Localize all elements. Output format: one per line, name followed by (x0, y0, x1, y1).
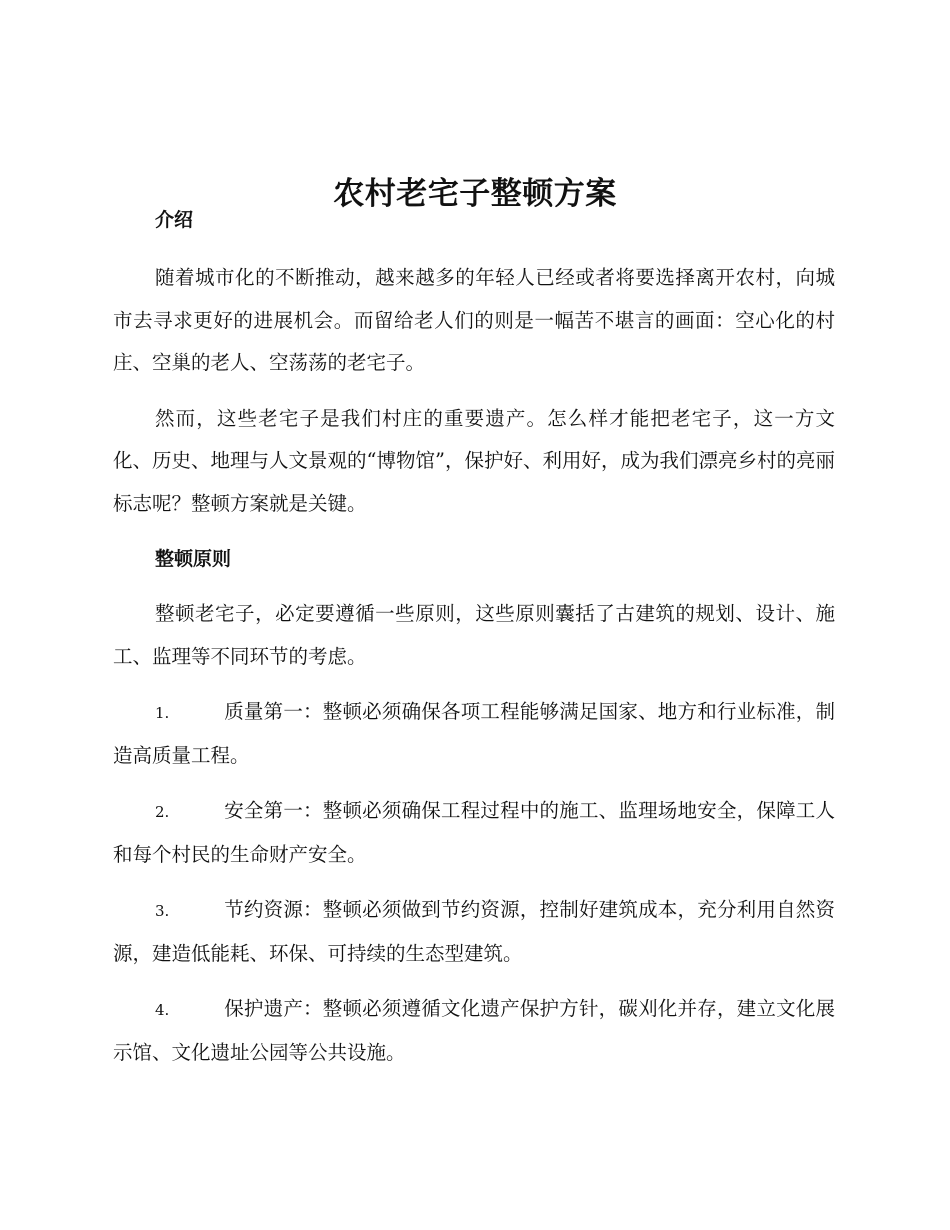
list-item-text: 质量第一：整顿必须确保各项工程能够满足国家、地方和行业标准，制造高质量工程。 (113, 700, 835, 767)
document-body (113, 199, 835, 1074)
intro-paragraph-1: 随着城市化的不断推动，越来越多的年轻人已经或者将要选择离开农村，向城市去寻求更好的进展机会。而留给老人们的则是一幅苦不堪言的画面：空心化的村庄、空巢的老人、空荡荡的老宅子。 (113, 266, 835, 374)
list-number: 1. (155, 704, 170, 722)
list-item (113, 790, 835, 876)
intro-paragraph-2: 然而，这些老宅子是我们村庄的重要遗产。怎么样才能把老宅子，这一方文化、历史、地理与人文景观的“博物馆”，保护好、利用好，成为我们漂亮乡村的亮丽标志呢？整顿方案就是关键。 (113, 406, 835, 515)
principles-paragraph: 整顿老宅子，必定要遵循一些原则，这些原则囊括了古建筑的规划、设计、施工、监理等不同环节的考虑。 (113, 602, 835, 668)
list-number: 2. (155, 803, 170, 821)
list-item (113, 889, 835, 975)
document-title: 农村老宅子整顿方案 (333, 175, 617, 212)
section-heading-principles: 整顿原则 (155, 548, 232, 570)
list-item-text: 节约资源：整顿必须做到节约资源，控制好建筑成本，充分利用自然资源，建造低能耗、环保、可持续的生态型建筑。 (113, 898, 835, 965)
list-number: 3. (155, 902, 170, 920)
list-number: 4. (155, 1001, 170, 1019)
list-item (113, 691, 835, 777)
list-item-text: 保护遗产：整顿必须遵循文化遗产保护方针，碳刈化并存，建立文化展示馆、文化遗址公园等公共设施。 (113, 997, 835, 1064)
list-item-text: 安全第一：整顿必须确保工程过程中的施工、监理场地安全，保障工人和每个村民的生命财产安全。 (113, 799, 835, 866)
section-heading-intro: 介绍 (155, 209, 194, 231)
list-item (113, 988, 835, 1074)
